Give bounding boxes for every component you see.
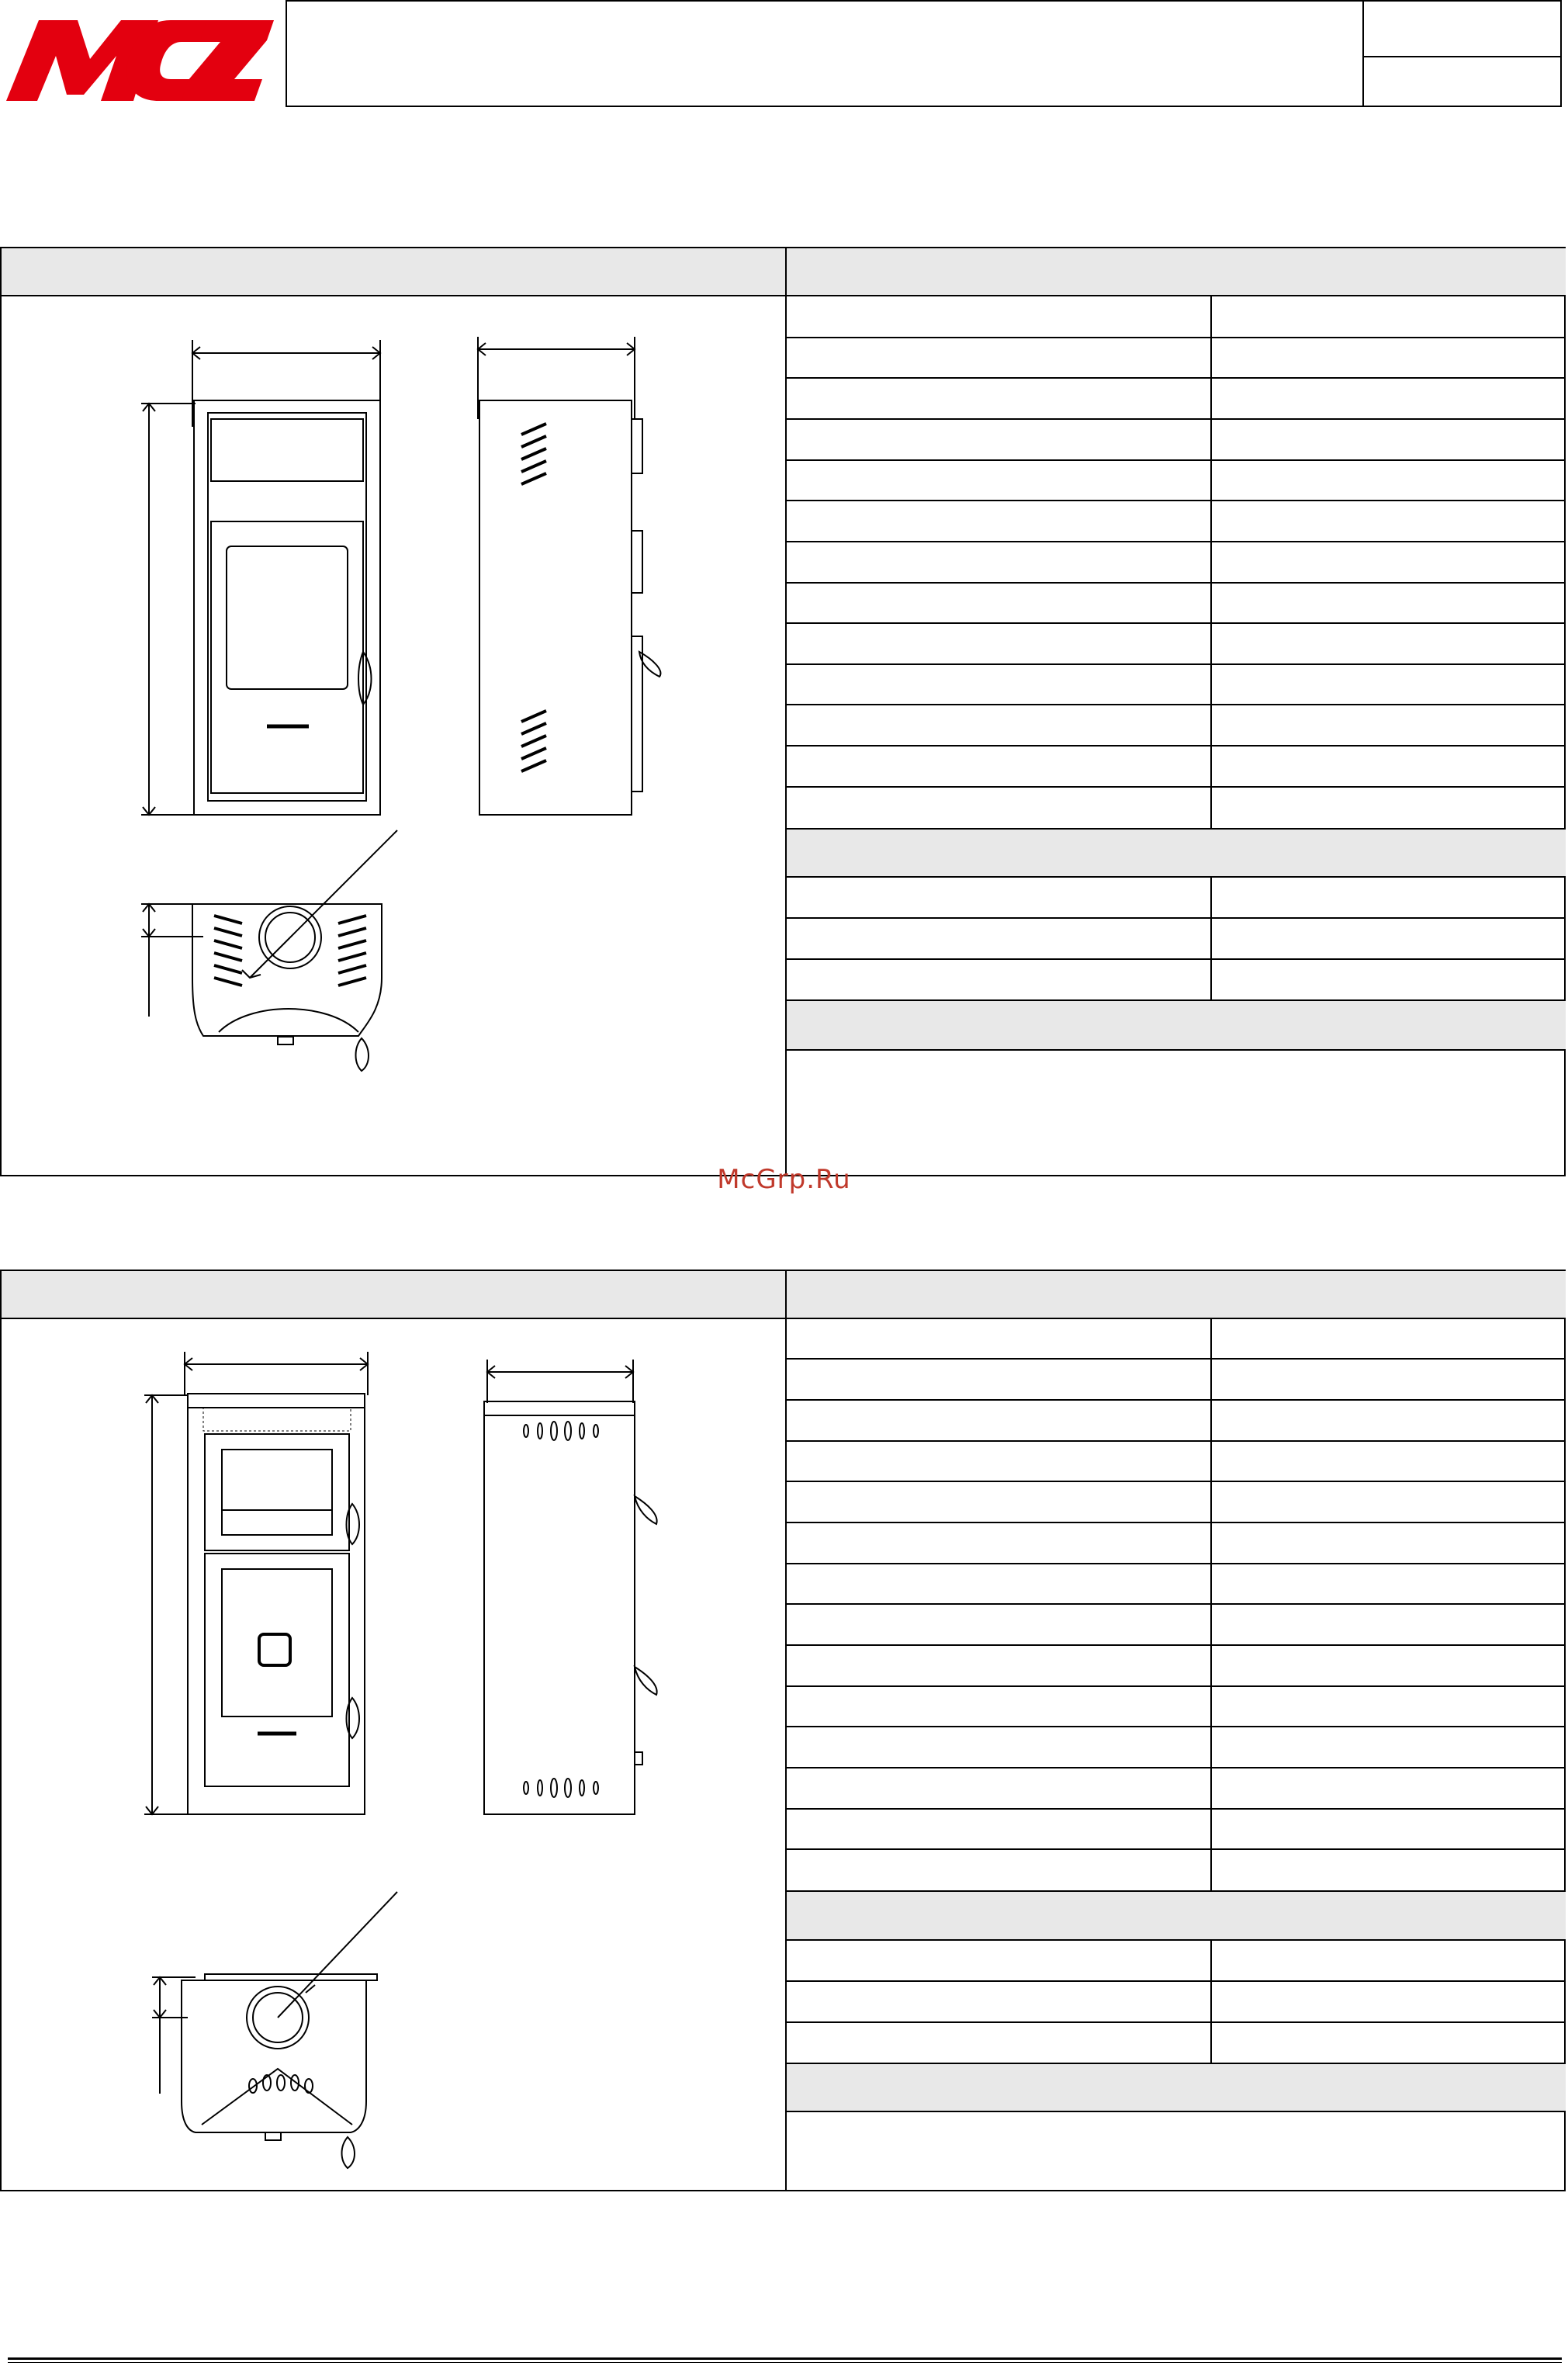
spec-row	[787, 1482, 1566, 1523]
spec-row	[787, 1768, 1566, 1810]
stove-1-front-view	[133, 326, 397, 838]
spec-row	[787, 379, 1566, 420]
spec-row	[787, 1982, 1566, 2023]
spec-subheader	[787, 830, 1566, 878]
spec-row	[787, 501, 1566, 542]
header-title-box	[286, 0, 1562, 107]
spec-row	[787, 1810, 1566, 1850]
spec-subheader	[787, 2064, 1566, 2112]
specs-header	[785, 1271, 1566, 1319]
stove-1-side-view	[467, 326, 669, 838]
spec-row	[787, 878, 1566, 919]
brand-logo	[6, 14, 274, 101]
spec-row	[787, 461, 1566, 501]
header-code-divider	[1362, 56, 1562, 57]
spec-row	[787, 1687, 1566, 1727]
spec-row	[787, 1401, 1566, 1442]
spec-subheader	[787, 1001, 1566, 1051]
spec-row	[787, 705, 1566, 747]
stove-section-2	[0, 1270, 1566, 2191]
spec-row	[787, 788, 1566, 830]
spec-row	[787, 1523, 1566, 1564]
spec-row	[787, 960, 1566, 1001]
stove-2-top-view	[149, 1900, 413, 2163]
drawing-header	[2, 1271, 785, 1319]
spec-row	[787, 1605, 1566, 1646]
spec-row	[787, 1850, 1566, 1892]
header-divider	[1362, 0, 1364, 107]
spec-row	[787, 665, 1566, 705]
spec-row	[787, 542, 1566, 584]
watermark-text: McGrp.Ru	[717, 1164, 851, 1195]
spec-row	[787, 919, 1566, 960]
spec-row	[787, 2023, 1566, 2064]
spec-notes	[787, 1051, 1566, 1175]
footer-rule	[8, 2357, 1562, 2360]
spec-subheader	[787, 1892, 1566, 1941]
spec-row	[787, 747, 1566, 788]
spec-row	[787, 1360, 1566, 1401]
drawing-header	[2, 248, 785, 296]
specs-header	[785, 248, 1566, 296]
spec-row	[787, 420, 1566, 461]
spec-row	[787, 1442, 1566, 1482]
spec-row	[787, 624, 1566, 665]
spec-row	[787, 1564, 1566, 1605]
footer-rule-thin	[8, 2362, 1562, 2363]
spec-row	[787, 296, 1566, 338]
spec-row	[787, 1727, 1566, 1768]
stove-1-top-view	[133, 900, 413, 1164]
spec-row	[787, 1319, 1566, 1360]
mcz-logo-graphic	[6, 14, 274, 101]
spec-row	[787, 338, 1566, 379]
stove-section-1	[0, 247, 1566, 1176]
stove-2-front-view	[133, 1349, 397, 1861]
spec-notes	[787, 2112, 1566, 2190]
stove-2-side-view	[467, 1349, 669, 1861]
spec-row	[787, 1646, 1566, 1687]
spec-row	[787, 1941, 1566, 1982]
spec-row	[787, 584, 1566, 624]
